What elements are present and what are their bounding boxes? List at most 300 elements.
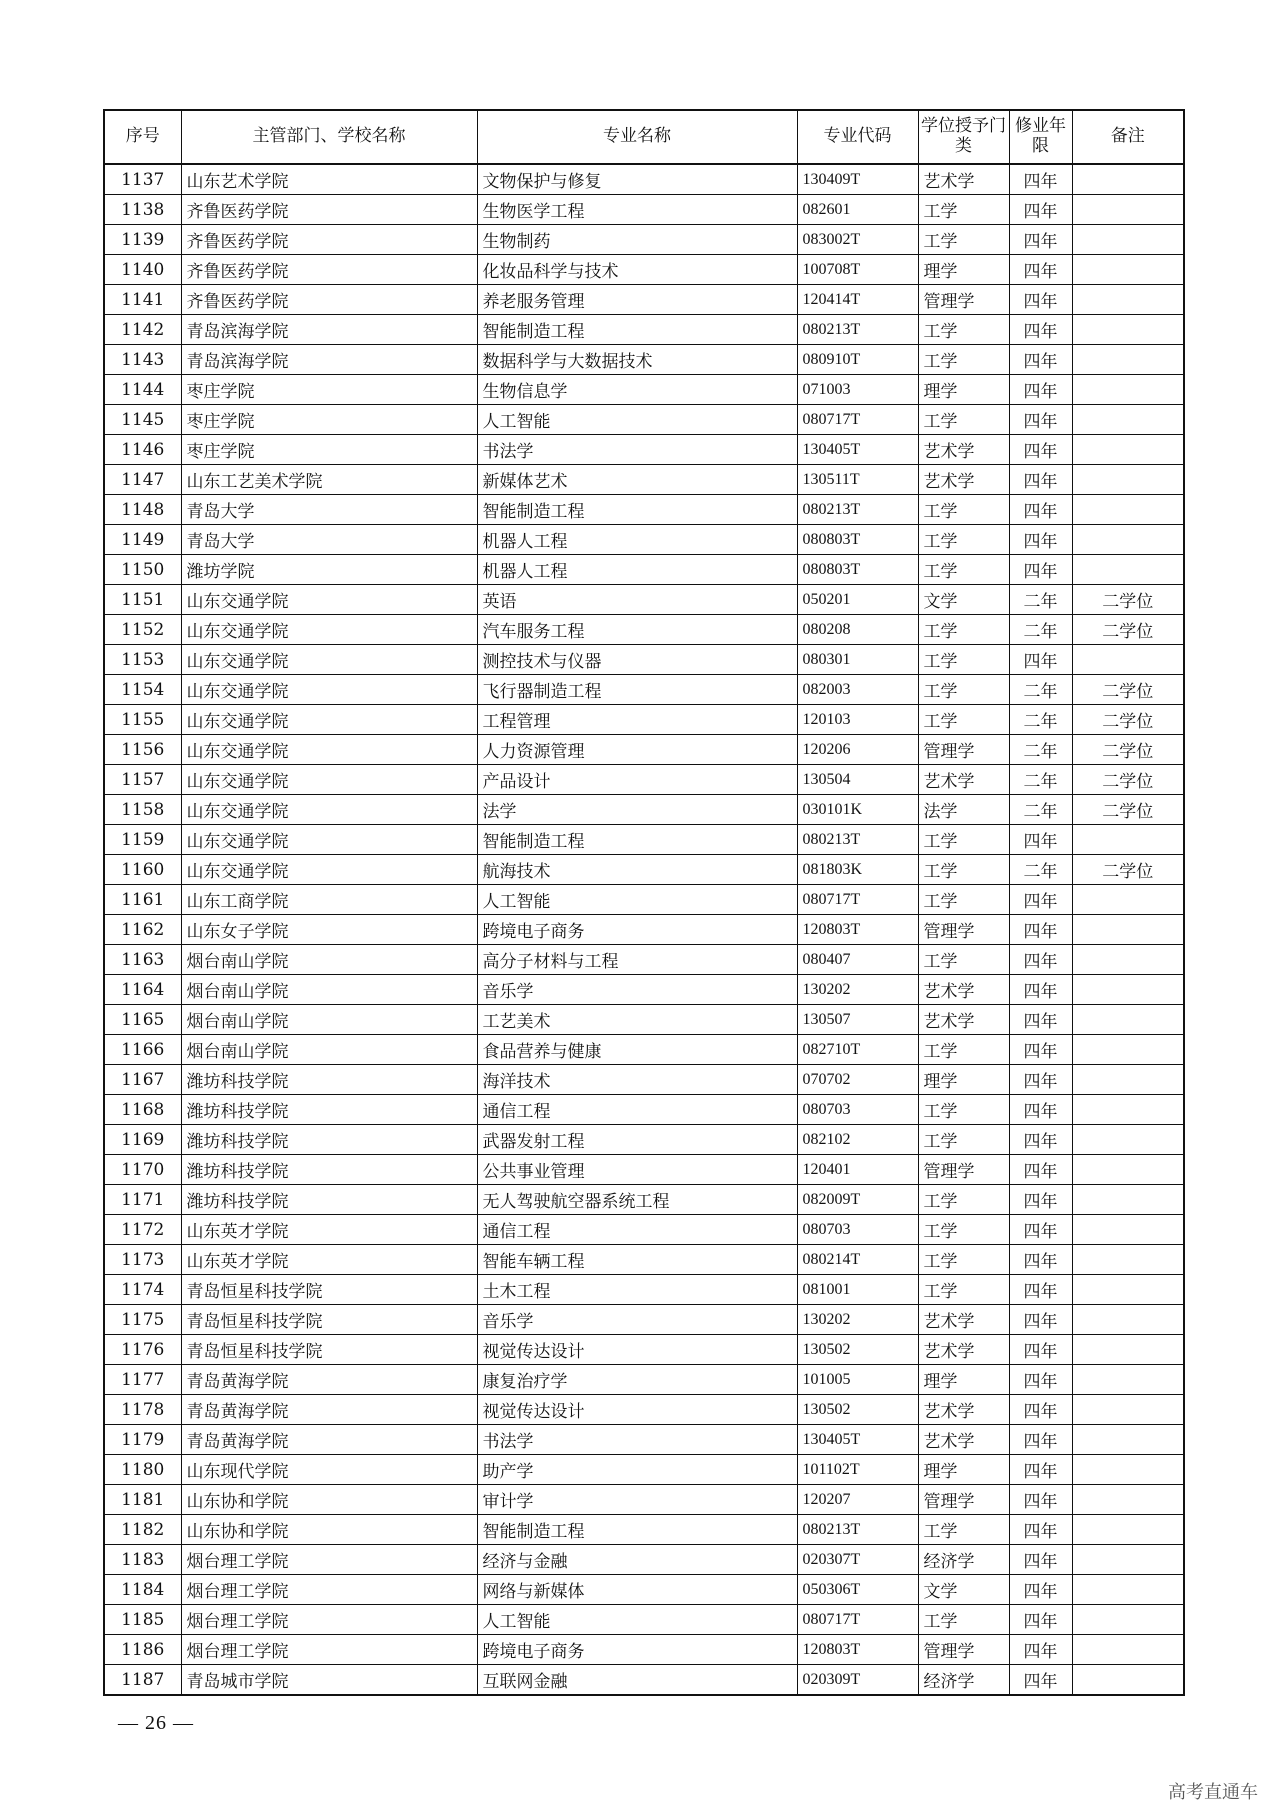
cell-years: 二年 (1009, 615, 1072, 645)
cell-index: 1175 (104, 1305, 181, 1335)
table-row (104, 825, 1184, 855)
cell-index: 1156 (104, 735, 181, 765)
cell-index: 1143 (104, 345, 181, 375)
table-row (104, 1425, 1184, 1455)
cell-index: 1138 (104, 195, 181, 225)
cell-major: 智能制造工程 (477, 1515, 797, 1545)
cell-years: 四年 (1009, 915, 1072, 945)
cell-major: 化妆品科学与技术 (477, 255, 797, 285)
cell-index: 1155 (104, 705, 181, 735)
table-row (104, 225, 1184, 255)
cell-category: 艺术学 (918, 1425, 1009, 1455)
cell-note (1072, 1395, 1184, 1425)
cell-category: 工学 (918, 1035, 1009, 1065)
cell-note (1072, 1065, 1184, 1095)
cell-years: 二年 (1009, 765, 1072, 795)
cell-note (1072, 1455, 1184, 1485)
cell-code: 080910T (797, 345, 918, 375)
cell-years: 四年 (1009, 1485, 1072, 1515)
table-row (104, 405, 1184, 435)
cell-note (1072, 945, 1184, 975)
cell-school: 枣庄学院 (181, 405, 477, 435)
cell-note (1072, 1545, 1184, 1575)
cell-category: 工学 (918, 315, 1009, 345)
cell-major: 数据科学与大数据技术 (477, 345, 797, 375)
cell-note: 二学位 (1072, 855, 1184, 885)
cell-index: 1183 (104, 1545, 181, 1575)
cell-category: 工学 (918, 615, 1009, 645)
cell-school: 山东协和学院 (181, 1515, 477, 1545)
cell-years: 四年 (1009, 285, 1072, 315)
majors-table (103, 109, 1185, 1696)
cell-category: 艺术学 (918, 975, 1009, 1005)
cell-category: 管理学 (918, 1485, 1009, 1515)
cell-major: 网络与新媒体 (477, 1575, 797, 1605)
cell-school: 潍坊学院 (181, 555, 477, 585)
cell-years: 四年 (1009, 645, 1072, 675)
cell-index: 1182 (104, 1515, 181, 1545)
cell-category: 管理学 (918, 1155, 1009, 1185)
cell-note (1072, 1425, 1184, 1455)
cell-major: 审计学 (477, 1485, 797, 1515)
table-row (104, 525, 1184, 555)
cell-category: 工学 (918, 1215, 1009, 1245)
cell-school: 山东女子学院 (181, 915, 477, 945)
cell-major: 测控技术与仪器 (477, 645, 797, 675)
cell-code: 050306T (797, 1575, 918, 1605)
cell-index: 1144 (104, 375, 181, 405)
cell-school: 山东交通学院 (181, 825, 477, 855)
table-row (104, 1125, 1184, 1155)
table-row (104, 164, 1184, 195)
cell-index: 1145 (104, 405, 181, 435)
cell-major: 智能制造工程 (477, 825, 797, 855)
cell-school: 青岛黄海学院 (181, 1365, 477, 1395)
cell-category: 理学 (918, 1455, 1009, 1485)
table-row (104, 255, 1184, 285)
cell-note (1072, 1605, 1184, 1635)
cell-major: 工艺美术 (477, 1005, 797, 1035)
cell-major: 工程管理 (477, 705, 797, 735)
cell-major: 人工智能 (477, 885, 797, 915)
cell-code: 120401 (797, 1155, 918, 1185)
cell-note (1072, 315, 1184, 345)
cell-note: 二学位 (1072, 795, 1184, 825)
cell-major: 智能制造工程 (477, 315, 797, 345)
cell-school: 青岛黄海学院 (181, 1425, 477, 1455)
cell-school: 山东协和学院 (181, 1485, 477, 1515)
table-row (104, 1395, 1184, 1425)
cell-note (1072, 1095, 1184, 1125)
cell-index: 1165 (104, 1005, 181, 1035)
cell-code: 071003 (797, 375, 918, 405)
table-row (104, 885, 1184, 915)
cell-major: 书法学 (477, 1425, 797, 1455)
cell-years: 四年 (1009, 1365, 1072, 1395)
cell-category: 艺术学 (918, 164, 1009, 195)
cell-major: 土木工程 (477, 1275, 797, 1305)
cell-note (1072, 1365, 1184, 1395)
cell-note (1072, 345, 1184, 375)
cell-school: 青岛大学 (181, 495, 477, 525)
cell-code: 120207 (797, 1485, 918, 1515)
cell-index: 1178 (104, 1395, 181, 1425)
cell-school: 青岛恒星科技学院 (181, 1335, 477, 1365)
cell-school: 青岛恒星科技学院 (181, 1275, 477, 1305)
cell-code: 020307T (797, 1545, 918, 1575)
cell-category: 艺术学 (918, 1005, 1009, 1035)
cell-school: 青岛城市学院 (181, 1665, 477, 1696)
cell-code: 081001 (797, 1275, 918, 1305)
cell-code: 020309T (797, 1665, 918, 1696)
cell-code: 080301 (797, 645, 918, 675)
cell-category: 工学 (918, 1095, 1009, 1125)
cell-note (1072, 495, 1184, 525)
cell-category: 工学 (918, 645, 1009, 675)
cell-code: 080717T (797, 885, 918, 915)
cell-school: 潍坊科技学院 (181, 1125, 477, 1155)
cell-category: 工学 (918, 1125, 1009, 1155)
cell-category: 工学 (918, 705, 1009, 735)
cell-note: 二学位 (1072, 705, 1184, 735)
cell-years: 四年 (1009, 1605, 1072, 1635)
cell-index: 1157 (104, 765, 181, 795)
cell-note (1072, 405, 1184, 435)
cell-note (1072, 1005, 1184, 1035)
cell-major: 通信工程 (477, 1095, 797, 1125)
cell-code: 130409T (797, 164, 918, 195)
cell-school: 山东艺术学院 (181, 164, 477, 195)
cell-major: 无人驾驶航空器系统工程 (477, 1185, 797, 1215)
cell-note (1072, 1185, 1184, 1215)
cell-school: 潍坊科技学院 (181, 1095, 477, 1125)
cell-code: 130405T (797, 1425, 918, 1455)
watermark-text: 高考直通车 (1168, 1782, 1258, 1803)
cell-code: 101102T (797, 1455, 918, 1485)
cell-major: 生物信息学 (477, 375, 797, 405)
cell-category: 文学 (918, 585, 1009, 615)
cell-index: 1169 (104, 1125, 181, 1155)
cell-code: 080214T (797, 1245, 918, 1275)
cell-school: 山东交通学院 (181, 675, 477, 705)
cell-years: 四年 (1009, 195, 1072, 225)
cell-index: 1180 (104, 1455, 181, 1485)
cell-category: 管理学 (918, 915, 1009, 945)
table-row (104, 375, 1184, 405)
cell-major: 机器人工程 (477, 525, 797, 555)
cell-years: 二年 (1009, 585, 1072, 615)
cell-years: 四年 (1009, 1185, 1072, 1215)
cell-code: 030101K (797, 795, 918, 825)
cell-school: 青岛滨海学院 (181, 345, 477, 375)
cell-note (1072, 1125, 1184, 1155)
cell-years: 四年 (1009, 1035, 1072, 1065)
cell-note (1072, 1215, 1184, 1245)
cell-major: 公共事业管理 (477, 1155, 797, 1185)
cell-index: 1149 (104, 525, 181, 555)
cell-category: 理学 (918, 1365, 1009, 1395)
cell-years: 四年 (1009, 555, 1072, 585)
cell-code: 082003 (797, 675, 918, 705)
table-row (104, 705, 1184, 735)
cell-note (1072, 1635, 1184, 1665)
table-row (104, 1065, 1184, 1095)
cell-code: 130504 (797, 765, 918, 795)
cell-school: 山东交通学院 (181, 765, 477, 795)
cell-category: 工学 (918, 855, 1009, 885)
table-row (104, 735, 1184, 765)
table-row (104, 435, 1184, 465)
table-body (104, 164, 1184, 1695)
header-major: 专业名称 (477, 110, 797, 164)
cell-major: 食品营养与健康 (477, 1035, 797, 1065)
cell-note (1072, 1335, 1184, 1365)
cell-school: 枣庄学院 (181, 375, 477, 405)
cell-major: 海洋技术 (477, 1065, 797, 1095)
cell-years: 四年 (1009, 1125, 1072, 1155)
cell-years: 四年 (1009, 885, 1072, 915)
cell-index: 1151 (104, 585, 181, 615)
cell-major: 互联网金融 (477, 1665, 797, 1696)
cell-major: 英语 (477, 585, 797, 615)
cell-school: 烟台南山学院 (181, 1005, 477, 1035)
cell-index: 1146 (104, 435, 181, 465)
cell-major: 人工智能 (477, 1605, 797, 1635)
cell-code: 130202 (797, 975, 918, 1005)
cell-category: 经济学 (918, 1545, 1009, 1575)
cell-years: 二年 (1009, 705, 1072, 735)
cell-school: 青岛恒星科技学院 (181, 1305, 477, 1335)
cell-category: 工学 (918, 1245, 1009, 1275)
cell-index: 1170 (104, 1155, 181, 1185)
cell-major: 经济与金融 (477, 1545, 797, 1575)
cell-code: 082601 (797, 195, 918, 225)
cell-index: 1171 (104, 1185, 181, 1215)
cell-index: 1179 (104, 1425, 181, 1455)
cell-years: 四年 (1009, 1545, 1072, 1575)
cell-major: 跨境电子商务 (477, 1635, 797, 1665)
cell-index: 1177 (104, 1365, 181, 1395)
cell-major: 跨境电子商务 (477, 915, 797, 945)
cell-major: 法学 (477, 795, 797, 825)
table-row (104, 1605, 1184, 1635)
table-row (104, 1575, 1184, 1605)
cell-note: 二学位 (1072, 735, 1184, 765)
cell-note (1072, 555, 1184, 585)
cell-note (1072, 1575, 1184, 1605)
cell-school: 山东英才学院 (181, 1215, 477, 1245)
cell-note (1072, 1515, 1184, 1545)
cell-note (1072, 825, 1184, 855)
cell-category: 文学 (918, 1575, 1009, 1605)
cell-years: 四年 (1009, 1395, 1072, 1425)
header-category: 学位授予门类 (918, 110, 1009, 164)
cell-major: 人工智能 (477, 405, 797, 435)
cell-years: 四年 (1009, 1575, 1072, 1605)
cell-note (1072, 1035, 1184, 1065)
cell-note (1072, 975, 1184, 1005)
cell-index: 1168 (104, 1095, 181, 1125)
table-row (104, 645, 1184, 675)
table-row (104, 1515, 1184, 1545)
header-index: 序号 (104, 110, 181, 164)
cell-code: 080717T (797, 1605, 918, 1635)
cell-category: 工学 (918, 675, 1009, 705)
cell-school: 烟台南山学院 (181, 945, 477, 975)
cell-code: 130202 (797, 1305, 918, 1335)
cell-code: 130507 (797, 1005, 918, 1035)
cell-index: 1172 (104, 1215, 181, 1245)
cell-years: 四年 (1009, 465, 1072, 495)
cell-category: 工学 (918, 525, 1009, 555)
cell-index: 1173 (104, 1245, 181, 1275)
cell-index: 1139 (104, 225, 181, 255)
cell-code: 120803T (797, 915, 918, 945)
table-row (104, 1185, 1184, 1215)
cell-school: 青岛大学 (181, 525, 477, 555)
cell-school: 齐鲁医药学院 (181, 255, 477, 285)
cell-index: 1140 (104, 255, 181, 285)
cell-note (1072, 465, 1184, 495)
cell-years: 四年 (1009, 1515, 1072, 1545)
table-row (104, 1005, 1184, 1035)
cell-code: 080717T (797, 405, 918, 435)
cell-code: 120103 (797, 705, 918, 735)
cell-note (1072, 1245, 1184, 1275)
cell-school: 烟台理工学院 (181, 1605, 477, 1635)
cell-code: 080213T (797, 495, 918, 525)
cell-category: 理学 (918, 255, 1009, 285)
cell-index: 1161 (104, 885, 181, 915)
cell-code: 082710T (797, 1035, 918, 1065)
cell-years: 四年 (1009, 1305, 1072, 1335)
cell-major: 音乐学 (477, 975, 797, 1005)
cell-category: 工学 (918, 405, 1009, 435)
cell-note (1072, 225, 1184, 255)
cell-category: 管理学 (918, 735, 1009, 765)
cell-school: 烟台南山学院 (181, 1035, 477, 1065)
cell-major: 生物医学工程 (477, 195, 797, 225)
cell-school: 山东交通学院 (181, 615, 477, 645)
cell-school: 青岛滨海学院 (181, 315, 477, 345)
cell-index: 1148 (104, 495, 181, 525)
cell-note (1072, 885, 1184, 915)
cell-code: 120414T (797, 285, 918, 315)
cell-school: 齐鲁医药学院 (181, 225, 477, 255)
cell-years: 四年 (1009, 1215, 1072, 1245)
cell-years: 二年 (1009, 855, 1072, 885)
table-row (104, 615, 1184, 645)
cell-note: 二学位 (1072, 675, 1184, 705)
table-row (104, 285, 1184, 315)
cell-years: 四年 (1009, 1635, 1072, 1665)
table-row (104, 675, 1184, 705)
cell-major: 智能车辆工程 (477, 1245, 797, 1275)
cell-school: 山东交通学院 (181, 735, 477, 765)
cell-category: 工学 (918, 825, 1009, 855)
table-row (104, 1665, 1184, 1696)
cell-index: 1158 (104, 795, 181, 825)
cell-index: 1150 (104, 555, 181, 585)
table-row (104, 1365, 1184, 1395)
cell-code: 082009T (797, 1185, 918, 1215)
cell-school: 烟台理工学院 (181, 1635, 477, 1665)
cell-school: 潍坊科技学院 (181, 1065, 477, 1095)
table-row (104, 555, 1184, 585)
cell-years: 四年 (1009, 1665, 1072, 1696)
cell-major: 书法学 (477, 435, 797, 465)
cell-years: 二年 (1009, 735, 1072, 765)
cell-category: 工学 (918, 1185, 1009, 1215)
cell-code: 080213T (797, 825, 918, 855)
cell-category: 工学 (918, 1605, 1009, 1635)
table-row (104, 1035, 1184, 1065)
cell-index: 1185 (104, 1605, 181, 1635)
cell-major: 人力资源管理 (477, 735, 797, 765)
cell-note (1072, 375, 1184, 405)
cell-index: 1160 (104, 855, 181, 885)
cell-school: 山东工商学院 (181, 885, 477, 915)
header-school: 主管部门、学校名称 (181, 110, 477, 164)
cell-index: 1164 (104, 975, 181, 1005)
header-code: 专业代码 (797, 110, 918, 164)
cell-years: 四年 (1009, 945, 1072, 975)
cell-major: 生物制药 (477, 225, 797, 255)
cell-school: 潍坊科技学院 (181, 1155, 477, 1185)
cell-school: 山东交通学院 (181, 705, 477, 735)
cell-note (1072, 525, 1184, 555)
cell-index: 1167 (104, 1065, 181, 1095)
table-row (104, 915, 1184, 945)
cell-category: 工学 (918, 555, 1009, 585)
cell-years: 四年 (1009, 1245, 1072, 1275)
cell-code: 130502 (797, 1395, 918, 1425)
cell-years: 四年 (1009, 1275, 1072, 1305)
cell-index: 1166 (104, 1035, 181, 1065)
cell-index: 1186 (104, 1635, 181, 1665)
cell-index: 1147 (104, 465, 181, 495)
cell-code: 101005 (797, 1365, 918, 1395)
cell-years: 二年 (1009, 675, 1072, 705)
table-row (104, 1215, 1184, 1245)
cell-school: 山东工艺美术学院 (181, 465, 477, 495)
cell-category: 艺术学 (918, 435, 1009, 465)
table-row (104, 1455, 1184, 1485)
cell-note (1072, 435, 1184, 465)
table-row (104, 1335, 1184, 1365)
cell-code: 080703 (797, 1215, 918, 1245)
cell-years: 四年 (1009, 1335, 1072, 1365)
cell-note (1072, 1155, 1184, 1185)
cell-major: 新媒体艺术 (477, 465, 797, 495)
cell-years: 四年 (1009, 975, 1072, 1005)
cell-index: 1159 (104, 825, 181, 855)
cell-years: 四年 (1009, 495, 1072, 525)
page-number: — 26 — (118, 1712, 194, 1734)
cell-category: 艺术学 (918, 765, 1009, 795)
cell-school: 烟台南山学院 (181, 975, 477, 1005)
cell-code: 080703 (797, 1095, 918, 1125)
cell-school: 山东交通学院 (181, 645, 477, 675)
cell-category: 工学 (918, 945, 1009, 975)
cell-note (1072, 255, 1184, 285)
cell-school: 山东现代学院 (181, 1455, 477, 1485)
cell-category: 艺术学 (918, 465, 1009, 495)
cell-category: 工学 (918, 495, 1009, 525)
cell-major: 飞行器制造工程 (477, 675, 797, 705)
cell-school: 烟台理工学院 (181, 1545, 477, 1575)
cell-years: 四年 (1009, 435, 1072, 465)
